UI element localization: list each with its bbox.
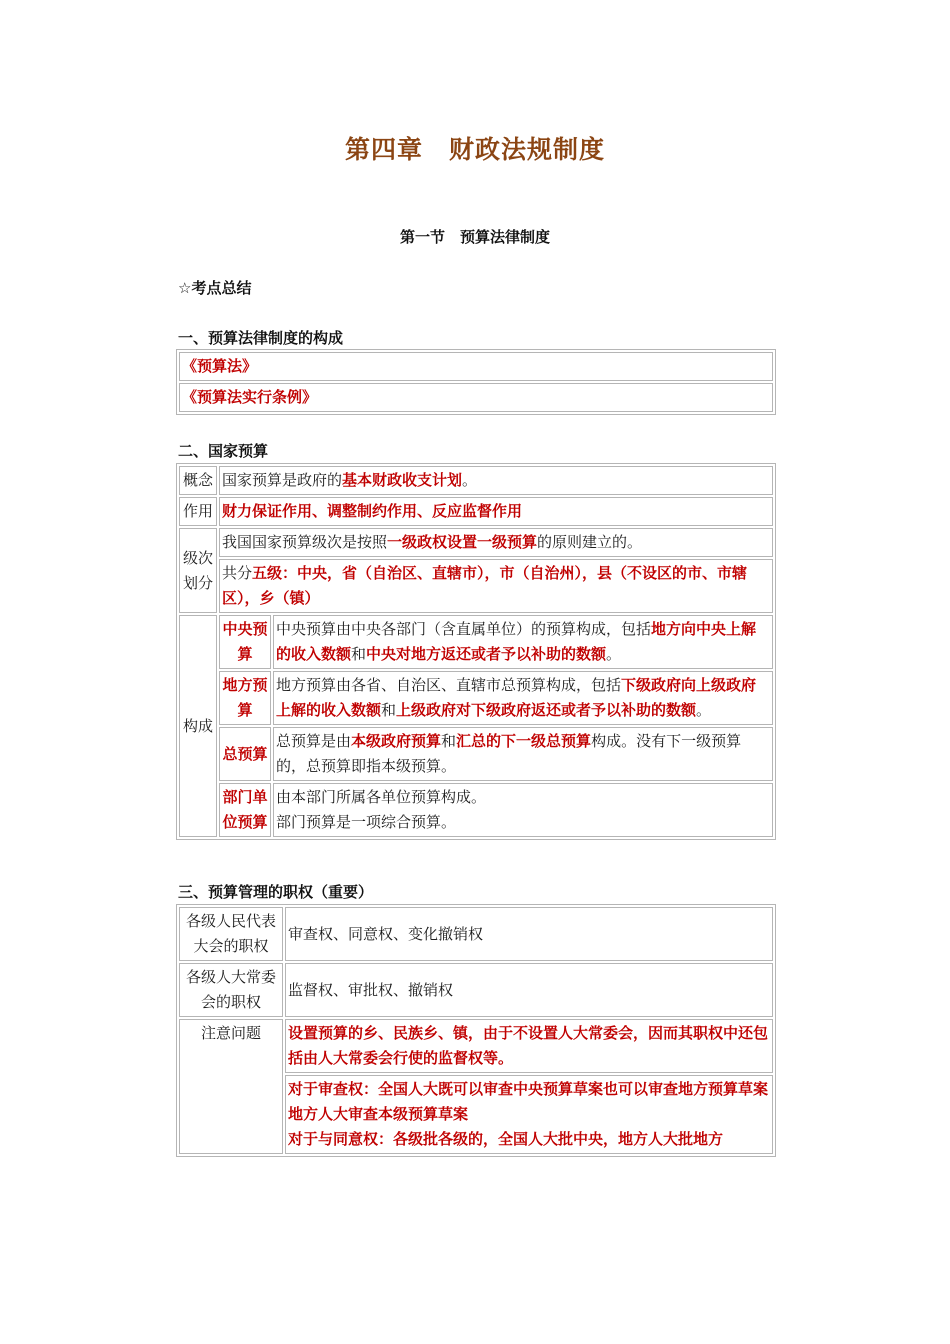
concept-text: 国家预算是政府的 xyxy=(222,471,343,489)
local-highlight-1: 下级政府向上级政府上解的收入数额 xyxy=(276,676,757,719)
part2-heading: 二、国家预算 xyxy=(178,442,269,460)
note-township: 设置预算的乡、民族乡、镇，由于不设置人大常委会，因而其职权中还包括由人大常委会行使的监督权等。 xyxy=(285,1019,773,1073)
central-and: 和 xyxy=(351,645,367,663)
local-budget-label: 地方预算 xyxy=(219,671,271,725)
dept-line-2: 部门预算是一项综合预算。 xyxy=(276,813,457,831)
table-row xyxy=(179,466,773,495)
dept-budget-content xyxy=(273,783,773,837)
composition-label: 构成 xyxy=(179,615,217,837)
concept-label: 概念 xyxy=(179,466,217,495)
central-text: 中央预算由中央各部门（含直属单位）的预算构成，包括 xyxy=(276,620,652,638)
local-budget-content xyxy=(273,671,773,725)
part1-table xyxy=(176,349,776,415)
notes-label: 注意问题 xyxy=(179,1019,283,1154)
table-row xyxy=(179,352,773,381)
local-highlight-2: 上级政府对下级政府返还或者予以补助的数额 xyxy=(396,701,697,719)
total-highlight-2: 汇总的下一级总预算 xyxy=(456,732,592,750)
function-label: 作用 xyxy=(179,497,217,526)
table-row xyxy=(179,727,773,781)
concept-text-end: 。 xyxy=(462,471,478,489)
table-row xyxy=(179,783,773,837)
table-row xyxy=(179,1019,773,1073)
chapter-title: 第四章 财政法规制度 xyxy=(344,135,605,164)
table-row xyxy=(179,671,773,725)
levels-principle xyxy=(219,528,773,557)
note-review-2: 地方人大审查本级预算草案 xyxy=(288,1105,469,1123)
central-budget-content xyxy=(273,615,773,669)
total-end: 构成。没有下一级预算的，总预算即指本级预算。 xyxy=(276,732,742,775)
table-row xyxy=(179,528,773,557)
central-budget-label: 中央预算 xyxy=(219,615,271,669)
total-highlight-1: 本级政府预算 xyxy=(351,732,442,750)
levels-label: 级次划分 xyxy=(179,528,217,613)
standing-committee-label: 各级人大常委会的职权 xyxy=(179,963,283,1017)
levels-text-end: 的原则建立的。 xyxy=(537,533,643,551)
note-review xyxy=(285,1075,773,1154)
concept-content xyxy=(219,466,773,495)
local-text: 地方预算由各省、自治区、直辖市总预算构成，包括 xyxy=(276,676,622,694)
local-and: 和 xyxy=(381,701,397,719)
dept-line-1: 由本部门所属各单位预算构成。 xyxy=(276,788,487,806)
table-row xyxy=(179,907,773,961)
levels-highlight: 一级政权设置一级预算 xyxy=(387,533,538,551)
npc-label: 各级人民代表大会的职权 xyxy=(179,907,283,961)
budget-law-cell: 《预算法》 xyxy=(179,352,773,381)
levels-five-highlight: 五级：中央，省（自治区、直辖市），市（自治州），县（不设区的市、市辖区），乡（镇） xyxy=(222,564,748,607)
total-and: 和 xyxy=(441,732,457,750)
table-row xyxy=(179,615,773,669)
section-title: 第一节 预算法律制度 xyxy=(399,228,550,246)
total-budget-label: 总预算 xyxy=(219,727,271,781)
table-row xyxy=(179,383,773,412)
levels-five-text: 共分 xyxy=(222,564,253,582)
part3-table xyxy=(176,904,776,1157)
table-row xyxy=(179,497,773,526)
central-highlight-2: 中央对地方返还或者予以补助的数额 xyxy=(366,645,607,663)
total-budget-content xyxy=(273,727,773,781)
standing-committee-powers: 监督权、审批权、撤销权 xyxy=(285,963,773,1017)
part2-table xyxy=(176,463,776,840)
note-review-1: 对于审查权：全国人大既可以审查中央预算草案也可以审查地方预算草案 xyxy=(288,1080,769,1098)
table-row xyxy=(179,963,773,1017)
total-text: 总预算是由 xyxy=(276,732,352,750)
table-row xyxy=(179,559,773,613)
function-content: 财力保证作用、调整制约作用、反应监督作用 xyxy=(219,497,773,526)
budget-law-regulation-cell: 《预算法实行条例》 xyxy=(179,383,773,412)
dept-budget-label: 部门单位预算 xyxy=(219,783,271,837)
note-approval: 对于与同意权：各级批各级的，全国人大批中央，地方人大批地方 xyxy=(288,1130,724,1148)
central-end: 。 xyxy=(606,645,622,663)
part1-heading: 一、预算法律制度的构成 xyxy=(178,329,344,347)
local-end: 。 xyxy=(696,701,712,719)
levels-five xyxy=(219,559,773,613)
levels-text: 我国国家预算级次是按照 xyxy=(222,533,388,551)
concept-highlight: 基本财政收支计划 xyxy=(342,471,463,489)
part3-heading: 三、预算管理的职权（重要） xyxy=(178,883,374,901)
summary-heading: ☆考点总结 xyxy=(178,279,252,297)
npc-powers: 审查权、同意权、变化撤销权 xyxy=(285,907,773,961)
central-highlight-1: 地方向中央上解的收入数额 xyxy=(276,620,757,663)
